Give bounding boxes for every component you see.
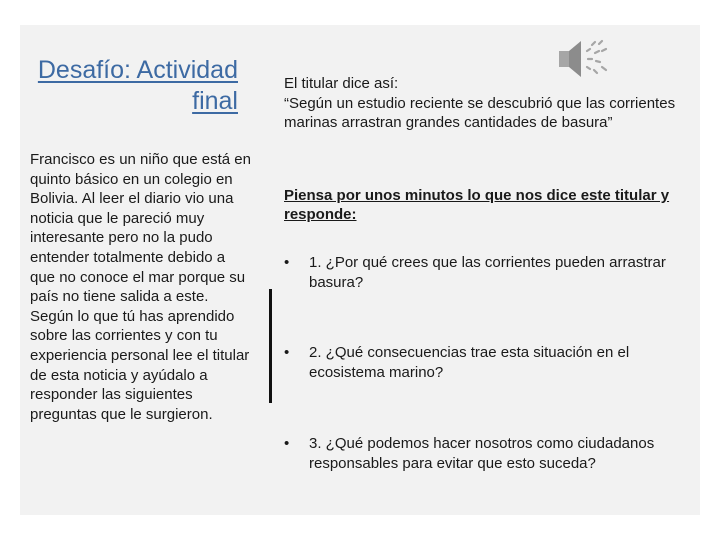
headline-intro: El titular dice así: — [284, 75, 399, 92]
title-line-1: Desafío: Actividad — [37, 56, 238, 84]
question-text: 2. ¿Qué consecuencias trae esta situación en el ecosistema marino? — [309, 344, 630, 381]
headline-block — [284, 74, 684, 133]
slide-title — [0, 55, 238, 117]
question-text: 3. ¿Qué podemos hacer nosotros como ciudadanos responsables para evitar que esto suceda? — [309, 435, 655, 472]
headline-quote: “Según un estudio reciente se descubrió que las corrientes marinas arrastran grandes cantidades de basura” — [284, 94, 676, 131]
question-text: 1. ¿Por qué crees que las corrientes pueden arrastrar basura? — [309, 254, 666, 291]
story-paragraph: Francisco es un niño que está en quinto básico en un colegio en Bolivia. Al leer el diario vio una noticia que le pareció muy interesante pero no la pudo entender totalmente debido a que no conoce el mar porque su país no tiene salida a este. Según lo que tú has aprendido sobre las corrientes y con tu experiencia personal lee el titular de esta noticia y ayúdalo a responder las siguientes preguntas que le surgieron. — [30, 151, 251, 423]
slide — [20, 25, 700, 515]
vertical-divider — [269, 289, 272, 403]
bullet: • — [284, 344, 290, 361]
instruction-text: Piensa por unos minutos lo que nos dice este titular y responde: — [284, 187, 670, 223]
title-line-2: final — [192, 87, 238, 115]
bullet: • — [284, 435, 290, 452]
bullet: • — [284, 254, 290, 271]
